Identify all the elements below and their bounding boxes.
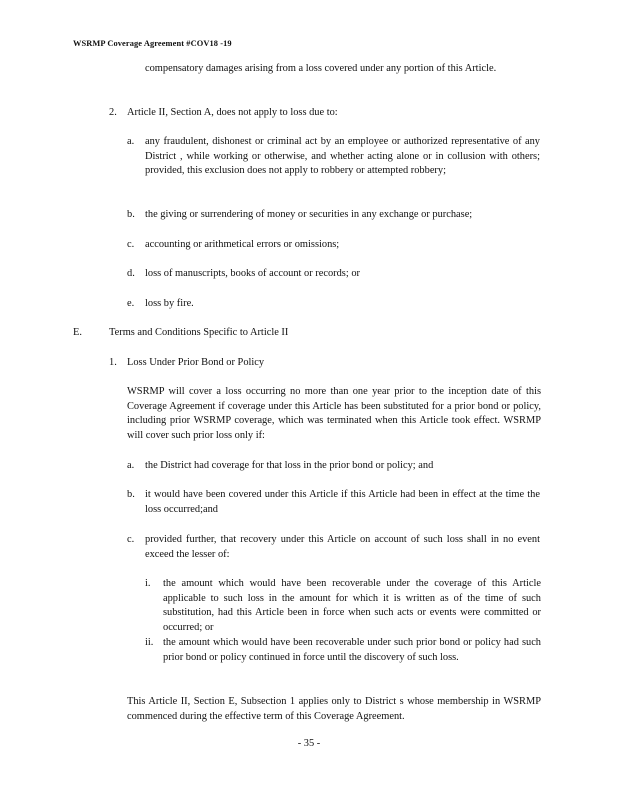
item-2b-text: the giving or surrendering of money or securities in any exchange or purchase; <box>145 209 473 220</box>
item-2b-label: b. <box>127 209 135 220</box>
item-2c-text: accounting or arithmetical errors or omissions; <box>145 239 340 250</box>
item-2e-text: loss by fire. <box>145 298 194 309</box>
item-2e-label: e. <box>127 298 135 309</box>
roman-i-text: the amount which would have been recoverable under the coverage of this Article applicable to such loss in the amount for which it is written as of the time of such substitution, had this Article been in force when such acts or events were committed or occurred; or <box>163 578 541 633</box>
section-e-label: E. <box>73 327 82 338</box>
item-2-label: 2. <box>109 107 117 118</box>
e1a-text: the District had coverage for that loss in the prior bond or policy; and <box>145 460 434 471</box>
item-2d-text: loss of manuscripts, books of account or records; or <box>145 268 360 279</box>
item-2d-label: d. <box>127 268 135 279</box>
page-number: - 35 - <box>297 738 321 749</box>
item-2a-label: a. <box>127 136 135 147</box>
e1-title: Loss Under Prior Bond or Policy <box>127 357 265 368</box>
continued-paragraph: compensatory damages arising from a loss covered under any portion of this Article. <box>145 63 497 74</box>
e1-paragraph: WSRMP will cover a loss occurring no more than one year prior to the inception date of this Coverage Agreement if coverage under this Article has been substituted for a prior bond or policy, including prior WSRMP coverage, which was terminated when this Article took effect. WSRMP will cover such prior loss only if: <box>127 386 541 441</box>
e1-label: 1. <box>109 357 117 368</box>
e1-closing-paragraph: This Article II, Section E, Subsection 1 applies only to District s whose membership in WSRMP commenced during the effective term of this Coverage Agreement. <box>127 696 541 722</box>
e1b-text: it would have been covered under this Article if this Article had been in effect at the time the loss occurred;and <box>145 489 540 515</box>
document-header: WSRMP Coverage Agreement #COV18 -19 <box>73 39 232 48</box>
roman-ii-label: ii. <box>145 637 154 648</box>
e1b-label: b. <box>127 489 135 500</box>
item-2c-label: c. <box>127 239 135 250</box>
item-2a-text: any fraudulent, dishonest or criminal act by an employee or authorized representative of any District , while working or otherwise, and whether acting alone or in collusion with others; provided, this exclusion does not apply to robbery or attempted robbery; <box>145 136 540 177</box>
e1c-label: c. <box>127 534 135 545</box>
item-2-text: Article II, Section A, does not apply to loss due to: <box>127 107 338 118</box>
section-e-title: Terms and Conditions Specific to Article II <box>109 327 289 338</box>
roman-ii-text: the amount which would have been recoverable under such prior bond or policy had such prior bond or policy continued in force until the discovery of such loss. <box>163 637 541 663</box>
e1a-label: a. <box>127 460 135 471</box>
e1c-text: provided further, that recovery under this Article on account of such loss shall in no event exceed the lesser of: <box>145 534 540 560</box>
roman-i-label: i. <box>145 578 151 589</box>
